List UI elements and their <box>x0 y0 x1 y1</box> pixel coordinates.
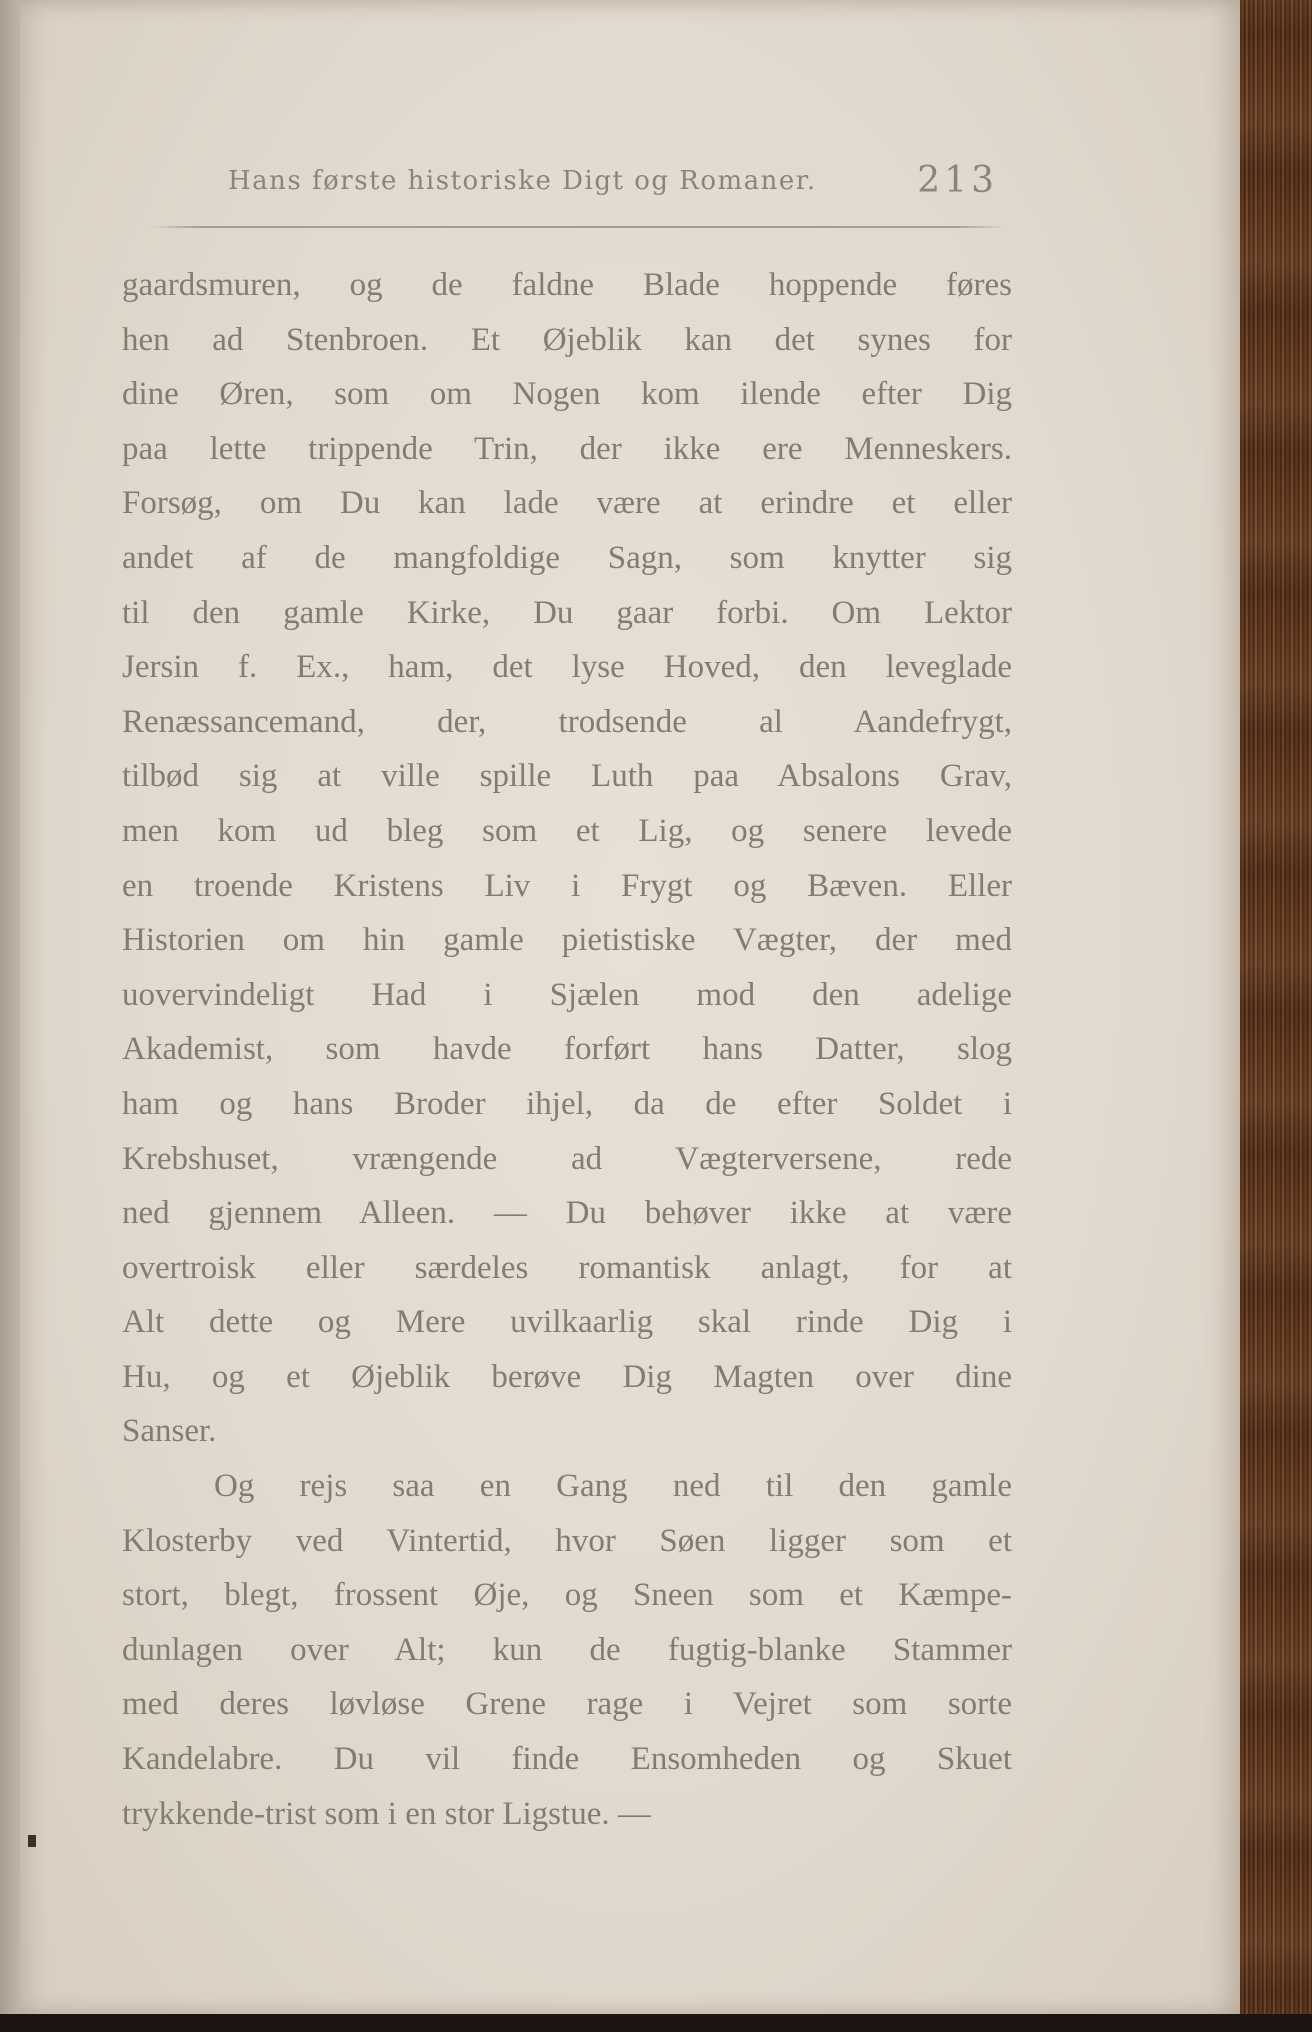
text-line: til den gamle Kirke, Du gaar forbi. Om Lektor <box>122 594 1012 631</box>
text-line: med deres løvløse Grene rage i Vejret som sorte <box>122 1686 1012 1723</box>
text-line: trykkende-trist som i en stor Ligstue. — <box>122 1795 651 1832</box>
page-number: 213 <box>917 160 998 201</box>
text-line: Alt dette og Mere uvilkaarlig skal rinde Dig i <box>122 1304 1012 1341</box>
text-line: paa lette trippende Trin, der ikke ere Menneskers. <box>122 430 1012 467</box>
text-line: Akademist, som havde forført hans Datter, slog <box>122 1031 1012 1068</box>
text-line: Kandelabre. Du vil finde Ensomheden og Skuet <box>122 1741 1012 1778</box>
running-title: Hans første historiske Digt og Romaner. <box>228 166 817 196</box>
page-edges <box>1240 0 1312 2032</box>
text-line: andet af de mangfoldige Sagn, som knytter sig <box>122 539 1012 576</box>
text-line: Jersin f. Ex., ham, det lyse Hoved, den leveglade <box>122 649 1012 686</box>
text-line: stort, blegt, frossent Øje, og Sneen som et Kæmpe- <box>122 1577 1012 1614</box>
margin-mark <box>28 1835 36 1847</box>
page-header <box>228 160 1008 220</box>
text-line: overtroisk eller særdeles romantisk anlagt, for at <box>122 1249 1012 1286</box>
text-line: Klosterby ved Vintertid, hvor Søen ligger som et <box>122 1522 1012 1559</box>
text-line: Historien om hin gamle pietistiske Vægter, der med <box>122 922 1012 959</box>
text-line: dine Øren, som om Nogen kom ilende efter Dig <box>122 376 1012 413</box>
text-line: ned gjennem Alleen. — Du behøver ikke at være <box>122 1195 1012 1232</box>
text-line: uovervindeligt Had i Sjælen mod den adelige <box>122 976 1012 1013</box>
scan-bottom-edge <box>0 2014 1312 2032</box>
text-line: tilbød sig at ville spille Luth paa Absalons Grav, <box>122 758 1012 795</box>
text-line: Sanser. <box>122 1413 217 1450</box>
text-line: men kom ud bleg som et Lig, og senere levede <box>122 812 1012 849</box>
text-line: Krebshuset, vrængende ad Vægterversene, rede <box>122 1140 1012 1177</box>
header-rule <box>150 226 1005 228</box>
body-text <box>122 258 1012 1841</box>
text-line: en troende Kristens Liv i Frygt og Bæven. Eller <box>122 867 1012 904</box>
paragraph-2 <box>122 1459 1012 1841</box>
text-line: Og rejs saa en Gang ned til den gamle <box>214 1468 1012 1505</box>
text-line: Hu, og et Øjeblik berøve Dig Magten over dine <box>122 1358 1012 1395</box>
text-line: Forsøg, om Du kan lade være at erindre et eller <box>122 485 1012 522</box>
text-line: ham og hans Broder ihjel, da de efter Soldet i <box>122 1085 1012 1122</box>
text-line: dunlagen over Alt; kun de fugtig-blanke Stammer <box>122 1631 1012 1668</box>
text-line: Renæssancemand, der, trodsende al Aandefrygt, <box>122 703 1012 740</box>
text-line: gaardsmuren, og de faldne Blade hoppende føres <box>122 267 1012 303</box>
paragraph-1 <box>122 258 1012 1459</box>
text-line: hen ad Stenbroen. Et Øjeblik kan det synes for <box>122 321 1012 358</box>
